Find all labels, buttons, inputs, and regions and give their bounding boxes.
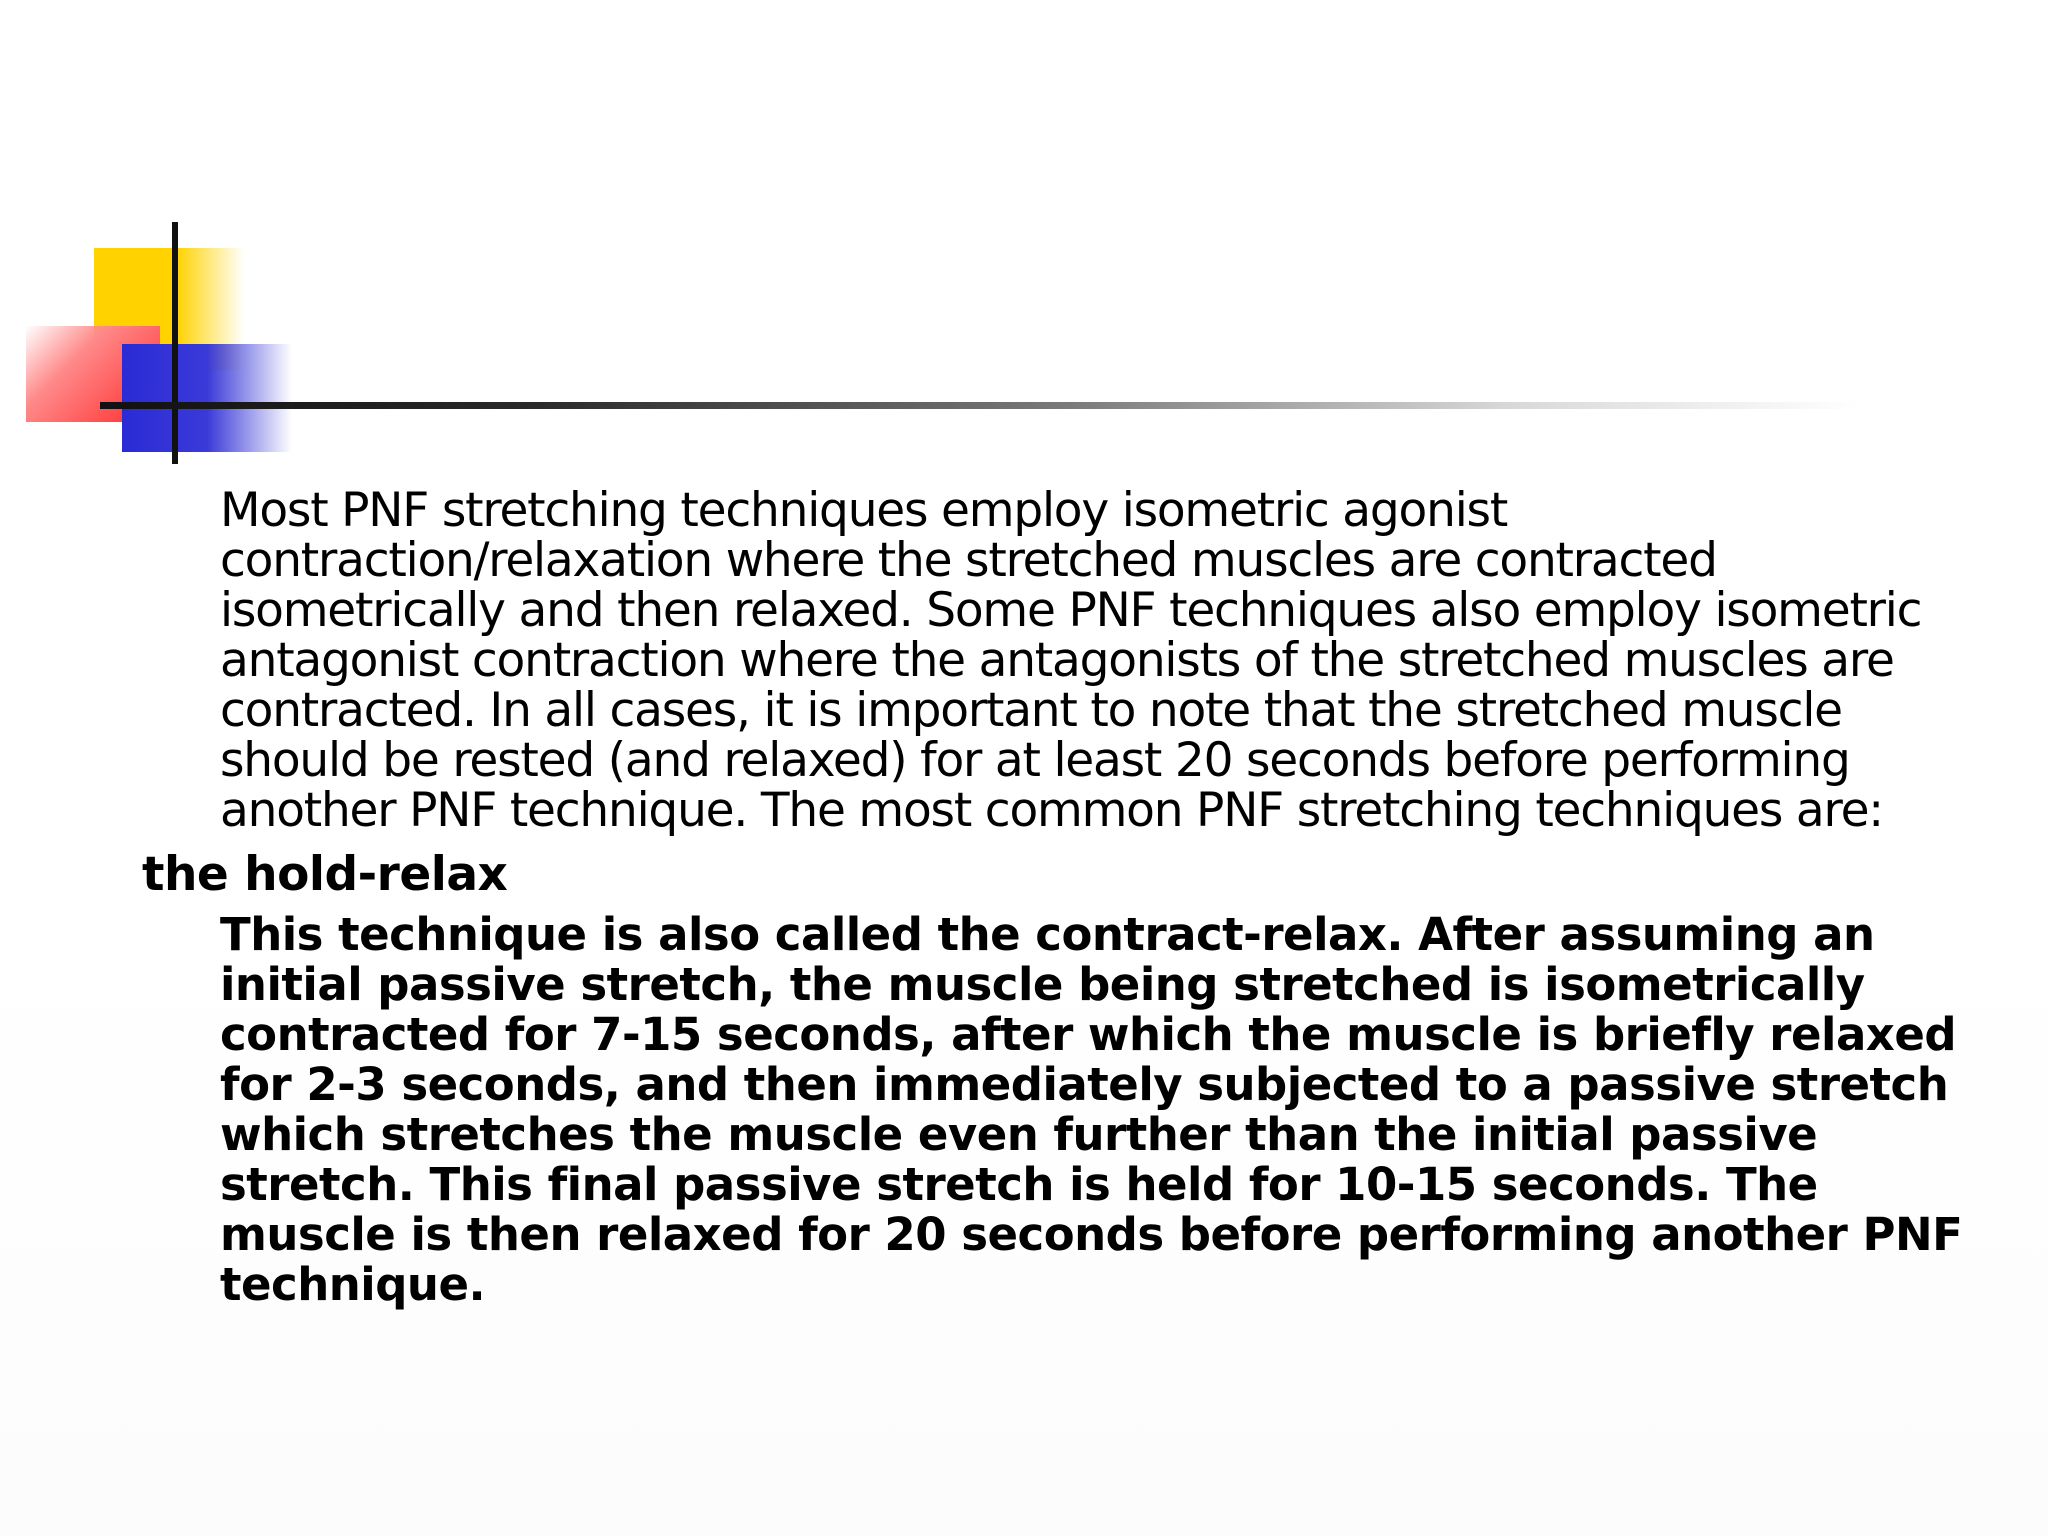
decorative-blue-square — [122, 344, 292, 452]
decorative-vertical-rule — [172, 222, 178, 464]
section-heading: the hold-relax — [142, 847, 508, 902]
title-underline-rule — [100, 402, 1860, 409]
section-paragraph: This technique is also called the contract-relax. After assuming an initial passive stretch, the muscle being stretched is isometrically contracted for 7-15 seconds, after which the muscle is briefly relaxed for 2-3 seconds, and then immediately subjected to a passive stretch which stretches the muscle even further than the initial passive stretch. This final passive stretch is held for 10-15 seconds. The muscle is then relaxed for 20 seconds before performing another PNF technique. — [220, 908, 1963, 1311]
intro-paragraph: Most PNF stretching techniques employ isometric agonist contraction/relaxation where the stretched muscles are contracted isometrically and then relaxed. Some PNF techniques also employ isometric antagonist contraction where the antagonists of the stretched muscles are contracted. In all cases, it is important to note that the stretched muscle should be rested (and relaxed) for at least 20 seconds before performing another PNF technique. The most common PNF stretching techniques are: — [220, 483, 1922, 838]
